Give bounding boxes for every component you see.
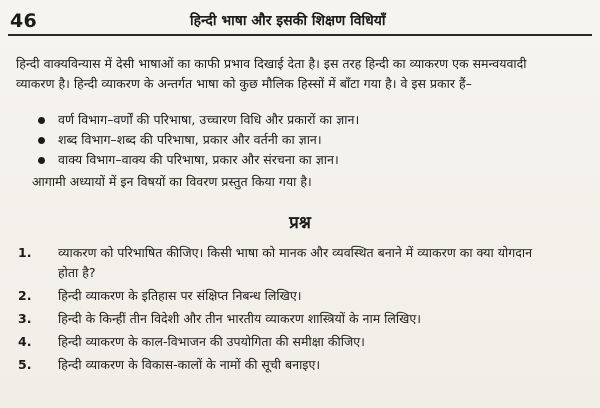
bullet-text: वर्ण विभाग–वर्णों की परिभाषा, उच्चारण विधि और प्रकारों का ज्ञान।	[58, 112, 360, 127]
question-item	[18, 309, 588, 329]
question-item	[18, 286, 588, 306]
question-text	[58, 309, 588, 329]
questions-list	[18, 243, 588, 375]
closing-sentence: आगामी अध्यायों में इन विषयों का विवरण प्रस्तुत किया गया है।	[32, 174, 312, 189]
bullet-icon	[38, 117, 45, 124]
intro-paragraph	[16, 54, 588, 94]
question-text	[58, 286, 588, 306]
bullet-text: वाक्य विभाग–वाक्य की परिभाषा, प्रकार और संरचना का ज्ञान।	[58, 152, 339, 167]
question-item	[18, 332, 588, 352]
question-number: 1.	[18, 245, 32, 260]
question-number: 2.	[18, 288, 32, 303]
question-text	[58, 332, 588, 352]
question-line: होता है?	[58, 265, 96, 280]
list-item	[38, 150, 359, 170]
question-number: 4.	[18, 334, 32, 349]
question-item	[18, 355, 588, 375]
question-line: हिन्दी व्याकरण के काल-विभाजन की उपयोगिता की समीक्षा कीजिए।	[58, 334, 365, 349]
question-item	[18, 243, 588, 283]
question-number: 5.	[18, 357, 32, 372]
question-line: हिन्दी के किन्हीं तीन विदेशी और तीन भारतीय व्याकरण शास्त्रियों के नाम लिखिए।	[58, 311, 421, 326]
questions-heading: प्रश्न	[289, 213, 311, 233]
question-line: व्याकरण को परिभाषित कीजिए। किसी भाषा को मानक और व्यवस्थित बनाने में व्याकरण का क्या योगदान	[58, 245, 533, 260]
header-rule	[8, 34, 592, 36]
running-title: हिन्दी भाषा और इसकी शिक्षण विधियाँ	[190, 13, 386, 29]
bullet-text: शब्द विभाग–शब्द की परिभाषा, प्रकार और वर्तनी का ज्ञान।	[58, 132, 322, 147]
intro-line: हिन्दी वाक्यविन्यास में देसी भाषाओं का काफी प्रभाव दिखाई देता है। इस तरह हिन्दी का व्याकरण एक समन्वयवादी	[16, 56, 527, 71]
page-number: 46	[10, 10, 38, 32]
bullet-icon	[38, 137, 45, 144]
question-number: 3.	[18, 311, 32, 326]
page-header	[0, 0, 600, 38]
question-line: हिन्दी व्याकरण के इतिहास पर संक्षिप्त निबन्ध लिखिए।	[58, 288, 302, 303]
question-text	[58, 243, 588, 283]
question-text	[58, 355, 588, 375]
list-item	[38, 110, 359, 130]
intro-line: व्याकरण है। हिन्दी व्याकरण के अन्तर्गत भाषा को कुछ मौलिक हिस्सों में बाँटा गया है। वे इस प्रकार हैं–	[16, 76, 472, 91]
bullet-icon	[38, 157, 45, 164]
bullet-list	[38, 110, 359, 170]
list-item	[38, 130, 359, 150]
question-line: हिन्दी व्याकरण के विकास-कालों के नामों की सूची बनाइए।	[58, 357, 321, 372]
